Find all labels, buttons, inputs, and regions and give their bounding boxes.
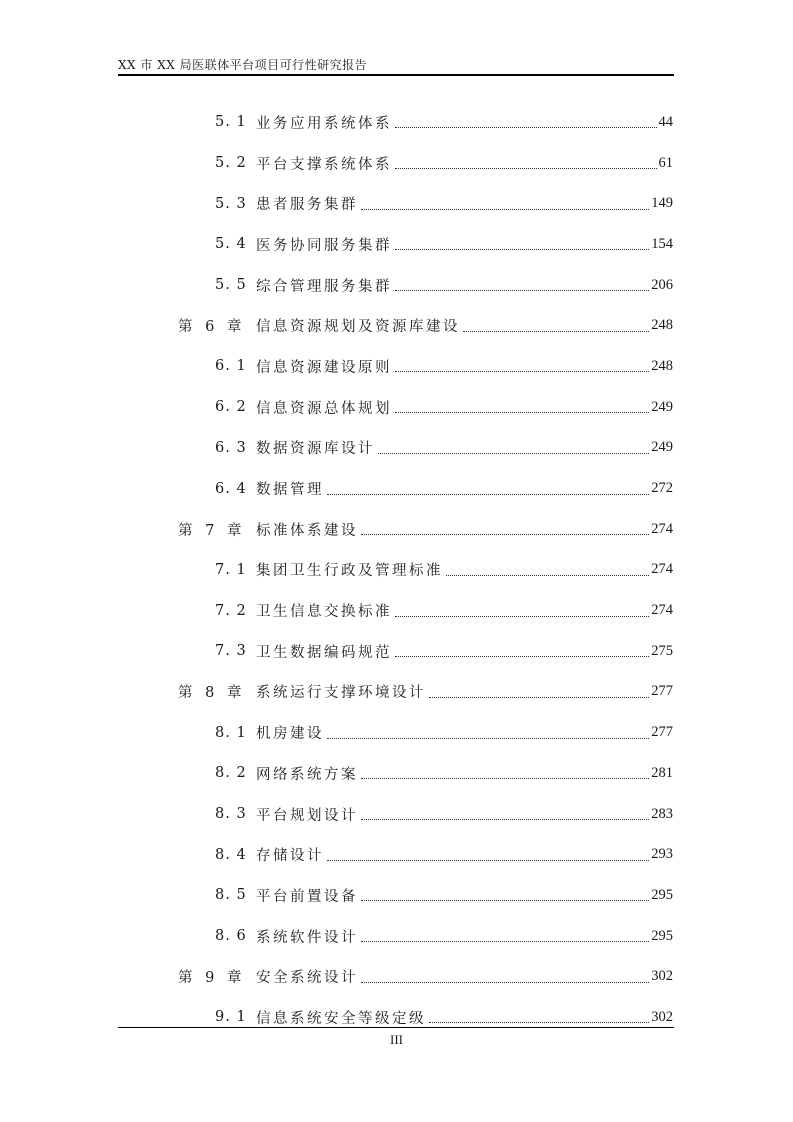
toc-section-entry[interactable]: [178, 794, 673, 835]
toc-leader-dots: [361, 981, 649, 983]
toc-entry-page: 149: [651, 195, 673, 212]
toc-entry-page: 248: [651, 357, 673, 374]
toc-entry-title: 机房建设: [256, 726, 324, 743]
toc-leader-dots: [395, 655, 649, 657]
toc-entry-title: 卫生数据编码规范: [256, 644, 392, 661]
toc-section-entry[interactable]: [178, 468, 673, 509]
toc-entry-number: 5. 2: [215, 155, 247, 172]
running-header: [118, 52, 674, 76]
toc-entry-title: 安全系统设计: [256, 970, 358, 987]
toc-entry-page: 61: [658, 154, 673, 171]
toc-entry-title: 信息资源总体规划: [256, 400, 392, 417]
toc-leader-dots: [395, 370, 649, 372]
toc-entry-title: 系统运行支撑环境设计: [256, 685, 426, 702]
table-of-contents: [178, 102, 673, 1038]
toc-entry-number: 第 6 章: [178, 319, 243, 336]
toc-entry-number: 9. 1: [215, 1009, 247, 1026]
toc-entry-title: 卫生信息交换标准: [256, 604, 392, 621]
toc-entry-title: 信息系统安全等级定级: [256, 1010, 426, 1027]
toc-leader-dots: [378, 452, 649, 454]
toc-entry-number: 第 8 章: [178, 685, 243, 702]
toc-entry-title: 系统软件设计: [256, 929, 358, 946]
toc-entry-page: 275: [651, 642, 673, 659]
toc-chapter-entry[interactable]: [178, 672, 673, 713]
toc-entry-title: 标准体系建设: [256, 522, 358, 539]
toc-entry-title: 信息资源建设原则: [256, 359, 392, 376]
toc-leader-dots: [395, 167, 657, 169]
toc-entry-page: 293: [651, 846, 673, 863]
toc-entry-number: 7. 3: [215, 643, 247, 660]
toc-entry-number: 5. 3: [215, 195, 247, 212]
toc-section-entry[interactable]: [178, 590, 673, 631]
toc-leader-dots: [395, 411, 649, 413]
toc-section-entry[interactable]: [178, 387, 673, 428]
toc-section-entry[interactable]: [178, 875, 673, 916]
toc-entry-title: 平台前置设备: [256, 888, 358, 905]
toc-leader-dots: [361, 899, 649, 901]
toc-entry-title: 平台支撑系统体系: [256, 156, 392, 173]
toc-entry-number: 5. 1: [215, 114, 247, 131]
toc-entry-number: 6. 4: [215, 480, 247, 497]
toc-entry-page: 154: [651, 235, 673, 252]
toc-entry-title: 综合管理服务集群: [256, 278, 392, 295]
toc-leader-dots: [361, 208, 649, 210]
toc-leader-dots: [361, 533, 649, 535]
toc-entry-page: 302: [651, 968, 673, 985]
document-title: XX 市 XX 局医联体平台项目可行性研究报告: [118, 58, 368, 72]
toc-section-entry[interactable]: [178, 631, 673, 672]
toc-section-entry[interactable]: [178, 346, 673, 387]
toc-entry-number: 第 7 章: [178, 522, 243, 539]
toc-entry-number: 第 9 章: [178, 970, 243, 987]
toc-chapter-entry[interactable]: [178, 305, 673, 346]
toc-entry-number: 8. 4: [215, 846, 247, 863]
toc-entry-page: 248: [651, 317, 673, 334]
toc-entry-number: 8. 1: [215, 724, 247, 741]
toc-entry-page: 295: [651, 886, 673, 903]
toc-entry-title: 平台规划设计: [256, 807, 358, 824]
toc-entry-page: 249: [651, 398, 673, 415]
toc-leader-dots: [327, 859, 649, 861]
toc-entry-number: 5. 5: [215, 277, 247, 294]
toc-leader-dots: [327, 737, 649, 739]
toc-entry-page: 281: [651, 764, 673, 781]
toc-entry-page: 277: [651, 683, 673, 700]
toc-entry-page: 302: [651, 1008, 673, 1025]
toc-entry-number: 6. 2: [215, 399, 247, 416]
toc-leader-dots: [395, 289, 649, 291]
toc-entry-number: 8. 3: [215, 806, 247, 823]
toc-entry-page: 249: [651, 439, 673, 456]
toc-entry-page: 295: [651, 927, 673, 944]
toc-leader-dots: [361, 777, 649, 779]
toc-entry-title: 患者服务集群: [256, 197, 358, 214]
toc-entry-number: 7. 1: [215, 561, 247, 578]
toc-entry-title: 网络系统方案: [256, 766, 358, 783]
toc-leader-dots: [395, 248, 649, 250]
toc-entry-page: 277: [651, 724, 673, 741]
toc-entry-page: 272: [651, 480, 673, 497]
toc-leader-dots: [361, 818, 649, 820]
toc-entry-title: 信息资源规划及资源库建设: [256, 319, 460, 336]
toc-entry-title: 数据管理: [256, 482, 324, 499]
toc-entry-title: 医务协同服务集群: [256, 237, 392, 254]
toc-entry-page: 274: [651, 520, 673, 537]
toc-section-entry[interactable]: [178, 265, 673, 306]
toc-leader-dots: [327, 493, 649, 495]
toc-entry-title: 业务应用系统体系: [256, 115, 392, 132]
toc-entry-number: 8. 2: [215, 765, 247, 782]
toc-entry-number: 6. 3: [215, 439, 247, 456]
toc-section-entry[interactable]: [178, 102, 673, 143]
toc-entry-title: 集团卫生行政及管理标准: [256, 563, 443, 580]
toc-section-entry[interactable]: [178, 428, 673, 469]
toc-section-entry[interactable]: [178, 224, 673, 265]
toc-entry-number: 7. 2: [215, 602, 247, 619]
toc-leader-dots: [395, 615, 649, 617]
toc-section-entry[interactable]: [178, 143, 673, 184]
toc-entry-number: 6. 1: [215, 358, 247, 375]
toc-entry-title: 存储设计: [256, 848, 324, 865]
toc-leader-dots: [446, 574, 649, 576]
toc-chapter-entry[interactable]: [178, 956, 673, 997]
toc-section-entry[interactable]: [178, 183, 673, 224]
toc-leader-dots: [463, 330, 649, 332]
footer-divider: [118, 1027, 674, 1028]
toc-leader-dots: [361, 940, 649, 942]
toc-section-entry[interactable]: [178, 550, 673, 591]
page-number: III: [390, 1032, 403, 1047]
toc-entry-page: 206: [651, 276, 673, 293]
toc-entry-number: 8. 6: [215, 928, 247, 945]
toc-leader-dots: [429, 1021, 649, 1023]
toc-chapter-entry[interactable]: [178, 509, 673, 550]
toc-entry-page: 283: [651, 805, 673, 822]
toc-section-entry[interactable]: [178, 916, 673, 957]
toc-entry-page: 274: [651, 602, 673, 619]
toc-section-entry[interactable]: [178, 712, 673, 753]
toc-leader-dots: [395, 126, 657, 128]
toc-entry-page: 44: [658, 113, 673, 130]
toc-section-entry[interactable]: [178, 834, 673, 875]
toc-entry-number: 8. 5: [215, 887, 247, 904]
toc-entry-page: 274: [651, 561, 673, 578]
toc-entry-title: 数据资源库设计: [256, 441, 375, 458]
toc-entry-number: 5. 4: [215, 236, 247, 253]
toc-leader-dots: [429, 696, 649, 698]
toc-section-entry[interactable]: [178, 753, 673, 794]
